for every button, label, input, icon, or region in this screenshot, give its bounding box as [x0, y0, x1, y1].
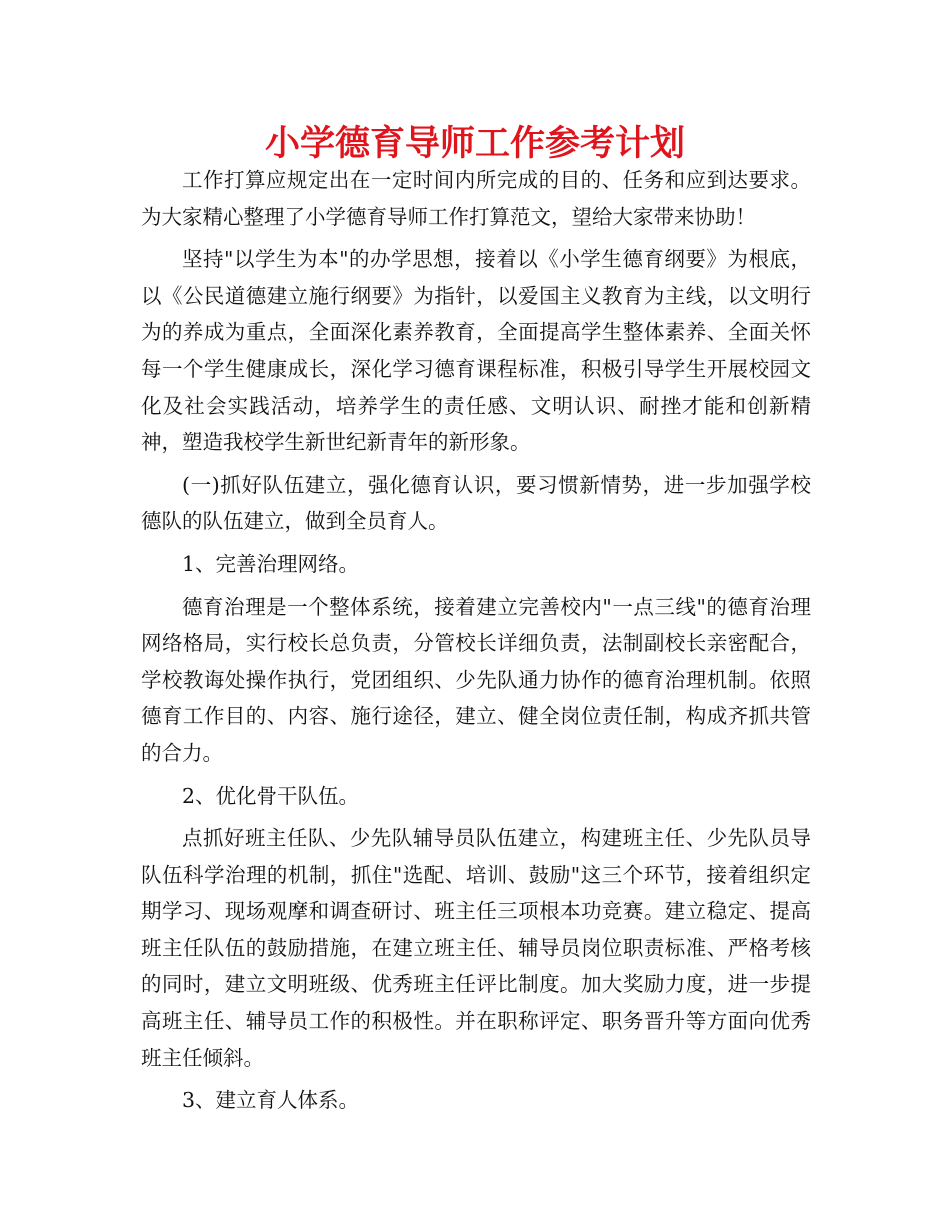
document-body	[141, 162, 811, 1119]
paragraph-guiding-principle: 坚持"以学生为本"的办学思想，接着以《小学生德育纲要》为根底，以《公民道德建立施行纲要》为指针，以爱国主义教育为主线，以文明行为的养成为重点，全面深化素养教育，全面提高学生整体素养、全面关怀每一个学生健康成长，深化学习德育课程标准，积极引导学生开展校园文化及社会实践活动，培养学生的责任感、文明认识、耐挫才能和创新精神，塑造我校学生新世纪新青年的新形象。	[141, 247, 811, 455]
paragraph-item-3-heading: 3、建立育人体系。	[182, 1088, 360, 1113]
paragraph-intro: 工作打算应规定出在一定时间内所完成的目的、任务和应到达要求。为大家精心整理了小学德育导师工作打算范文，望给大家带来协助！	[141, 168, 811, 229]
paragraph-item-2-heading: 2、优化骨干队伍。	[182, 783, 360, 808]
paragraph-item-1-body: 德育治理是一个整体系统，接着建立完善校内"一点三线"的德育治理网络格局，实行校长总负责，分管校长详细负责，法制副校长亲密配合，学校教诲处操作执行，党团组织、少先队通力协作的德育治理机制。依照德育工作目的、内容、施行途径，建立、健全岗位责任制，构成齐抓共管的合力。	[141, 594, 811, 765]
paragraph-item-2-body: 点抓好班主任队、少先队辅导员队伍建立，构建班主任、少先队员导队伍科学治理的机制，抓住"选配、培训、鼓励"这三个环节，接着组织定期学习、现场观摩和调查研讨、班主任三项根本功竞赛。建立稳定、提高班主任队伍的鼓励措施，在建立班主任、辅导员岗位职责标准、严格考核的同时，建立文明班级、优秀班主任评比制度。加大奖励力度，进一步提高班主任、辅导员工作的积极性。并在职称评定、职务晋升等方面向优秀班主任倾斜。	[141, 826, 811, 1070]
paragraph-item-1-heading: 1、完善治理网络。	[182, 551, 360, 576]
document-title: 小学德育导师工作参考计划	[264, 124, 685, 164]
paragraph-section-one: (一)抓好队伍建立，强化德育认识，要习惯新情势，进一步加强学校德队的队伍建立，做到全员育人。	[141, 472, 811, 534]
